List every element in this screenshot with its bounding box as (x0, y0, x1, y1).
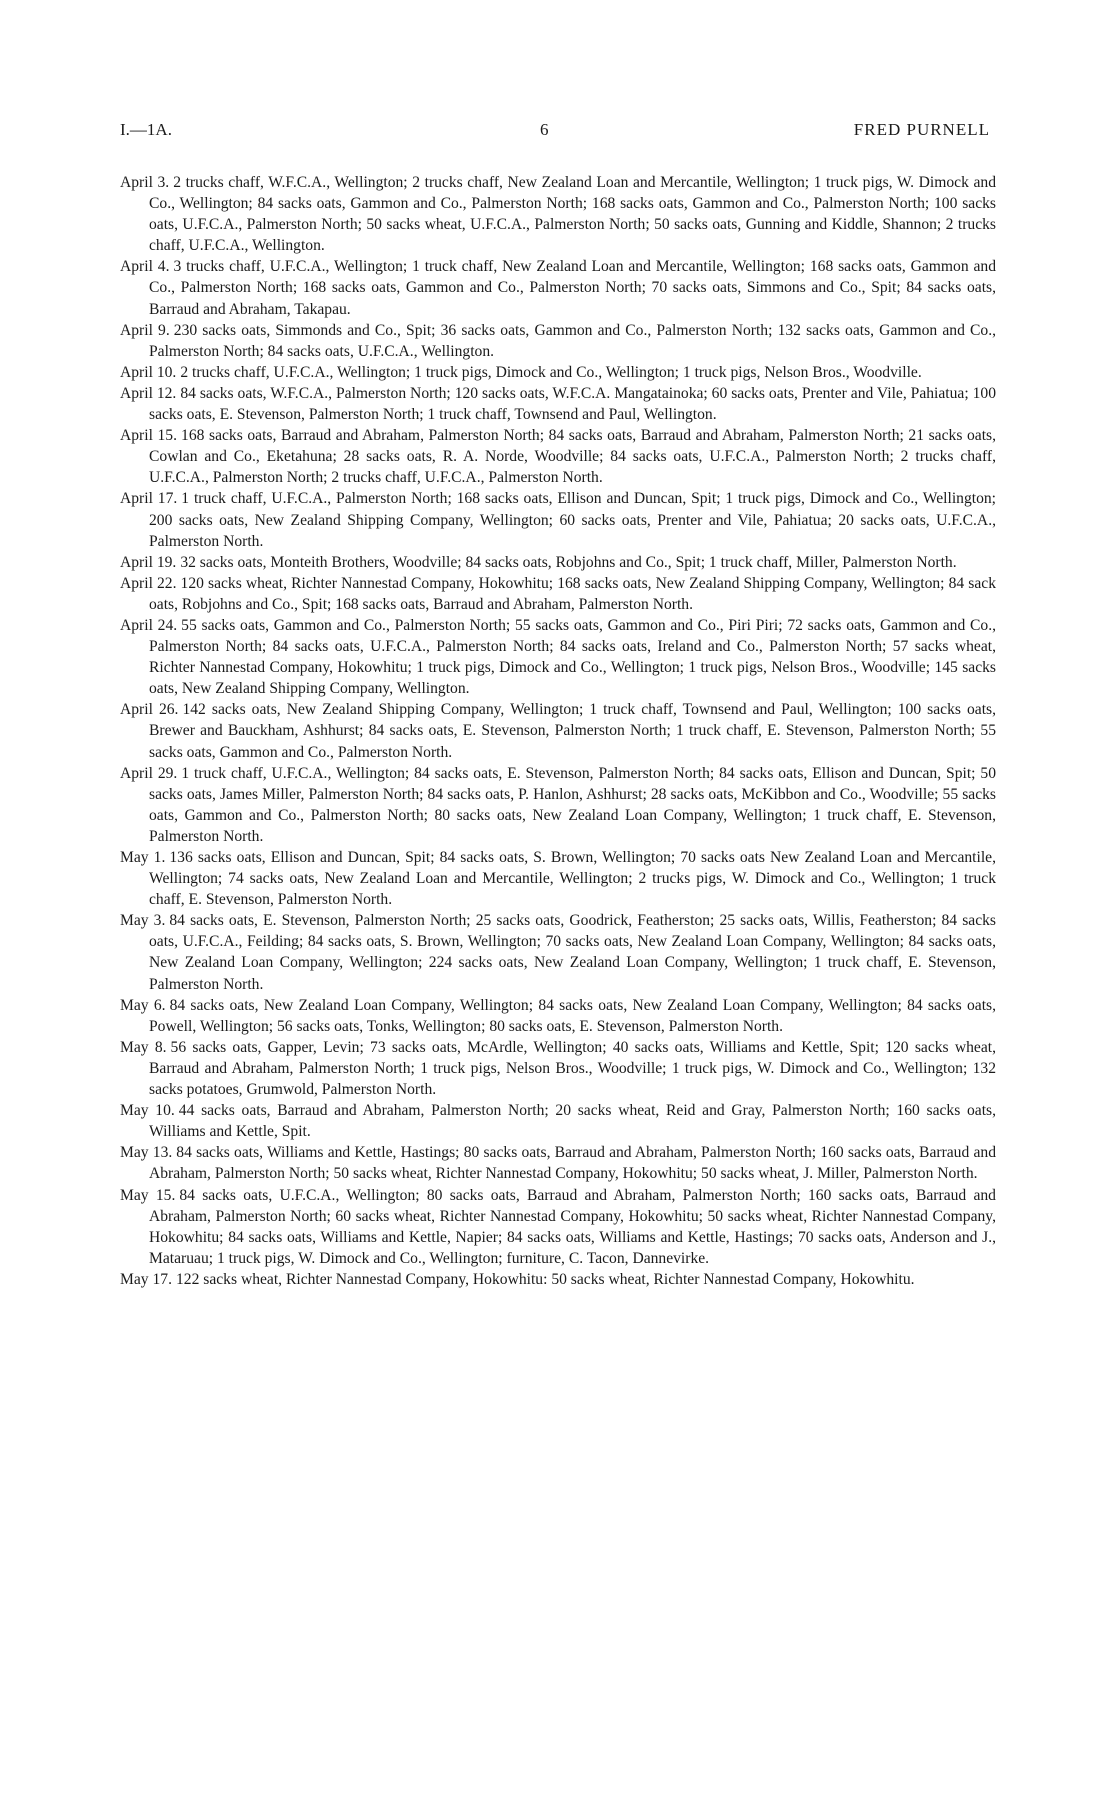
entry-date: April 4. (120, 258, 170, 276)
entry-paragraph (120, 573, 996, 615)
entry-paragraph (120, 763, 996, 847)
entry-paragraph (120, 362, 996, 383)
entry-text: 230 sacks oats, Simmonds and Co., Spit; 36 sacks oats, Gammon and Co., Palmerston North; 132 sacks oats, Gammon and Co., Palmerston North; 84 sacks oats, U.F.C.A., Wellington. (149, 321, 997, 360)
entry-paragraph (120, 552, 996, 573)
entry-paragraph (120, 615, 996, 699)
witness-name: FRED PURNELL (853, 120, 990, 139)
entry-text: 2 trucks chaff, U.F.C.A., Wellington; 1 truck pigs, Dimock and Co., Wellington; 1 truck pigs, Nelson Bros., Woodville. (180, 363, 922, 381)
entry-text: 84 sacks oats, Williams and Kettle, Hastings; 80 sacks oats, Barraud and Abraham, Palmerston North; 160 sacks oats, Barraud and Abraham, Palmerston North; 50 sacks wheat, Richter Nannestad Company, Hokowhitu; 50 sacks wheat, J. Miller, Palmerston North. (149, 1144, 996, 1183)
entry-paragraph (120, 699, 996, 762)
entry-paragraph (120, 1185, 996, 1269)
entry-text: 84 sacks oats, W.F.C.A., Palmerston North; 120 sacks oats, W.F.C.A. Mangatainoka; 60 sacks oats, Prenter and Vile, Pahiatua; 100 sacks oats, E. Stevenson, Palmerston North; 1 truck chaff, Townsend and Paul, Wellington. (149, 384, 996, 424)
entry-date: May 15. (120, 1186, 176, 1204)
entry-paragraph (120, 320, 996, 362)
entry-date: April 17. (120, 490, 178, 508)
entry-paragraph (120, 425, 996, 488)
entry-paragraph (120, 383, 996, 425)
entry-text: 55 sacks oats, Gammon and Co., Palmerston North; 55 sacks oats, Gammon and Co., Piri Piri; 72 sacks oats, Gammon and Co., Palmerston North; 84 sacks oats, U.F.C.A., Palmerston North; 84 sacks oats, Ireland and Co., Palmerston North; 57 sacks wheat, Richter Nannestad Company, Hokowhitu; 1 truck pigs, Dimock and Co., Wellington; 1 truck pigs, Nelson Bros., Woodville; 145 sacks oats, New Zealand Shipping Company, Wellington. (149, 616, 997, 698)
entry-date: April 9. (120, 321, 170, 339)
entry-text: 56 sacks oats, Gapper, Levin; 73 sacks oats, McArdle, Wellington; 40 sacks oats, Williams and Kettle, Spit; 120 sacks wheat, Barraud and Abraham, Palmerston North; 1 truck pigs, Nelson Bros., Woodville; 1 truck pigs, W. Dimock and Co., Wellington; 132 sacks potatoes, Grumwold, Palmerston North. (149, 1038, 996, 1099)
entry-text: 1 truck chaff, U.F.C.A., Wellington; 84 sacks oats, E. Stevenson, Palmerston North; 84 sacks oats, Ellison and Duncan, Spit; 50 sacks oats, James Miller, Palmerston North; 84 sacks oats, P. Hanlon, Ashhurst; 28 sacks oats, McKibbon and Co., Woodville; 55 sacks oats, Gammon and Co., Palmerston North; 80 sacks oats, New Zealand Loan Company, Wellington; 1 truck chaff, E. Stevenson, Palmerston North. (149, 764, 996, 845)
consignment-entries (120, 172, 996, 1290)
entry-date: May 17. (120, 1270, 172, 1288)
entry-text: 168 sacks oats, Barraud and Abraham, Palmerston North; 84 sacks oats, Barraud and Abraham, Palmerston North; 21 sacks oats, Cowlan and Co., Eketahuna; 28 sacks oats, R. A. Norde, Woodville; 84 sacks oats, U.F.C.A., Palmerston North; 2 trucks chaff, U.F.C.A., Palmerston North; 2 trucks chaff, U.F.C.A., Palmerston North. (149, 427, 996, 487)
entry-text: 120 sacks wheat, Richter Nannestad Company, Hokowhitu; 168 sacks oats, New Zealand Shipping Company, Wellington; 84 sack oats, Robjohns and Co., Spit; 168 sacks oats, Barraud and Abraham, Palmerston North. (149, 574, 996, 613)
entry-paragraph (120, 1142, 996, 1184)
entry-paragraph (120, 256, 996, 319)
entry-paragraph (120, 1037, 996, 1100)
entry-date: April 3. (120, 174, 170, 191)
entry-paragraph (120, 847, 996, 910)
entry-date: May 8. (120, 1038, 167, 1056)
entry-paragraph (120, 172, 996, 256)
entry-paragraph (120, 910, 996, 994)
entry-date: May 3. (120, 912, 166, 930)
document-reference: I.—1A. (120, 120, 172, 139)
entry-text: 2 trucks chaff, W.F.C.A., Wellington; 2 trucks chaff, New Zealand Loan and Mercantile, Wellington; 1 truck pigs, W. Dimock and Co., Wellington; 84 sacks oats, Gammon and Co., Palmerston North; 168 sacks oats, Gammon and Co., Palmerston North; 100 sacks oats, U.F.C.A., Palmerston North; 50 sacks wheat, U.F.C.A., Palmerston North; 50 sacks oats, Gunning and Kiddle, Shannon; 2 trucks chaff, U.F.C.A., Wellington. (149, 174, 996, 255)
entry-paragraph (120, 488, 996, 551)
entry-text: 136 sacks oats, Ellison and Duncan, Spit; 84 sacks oats, S. Brown, Wellington; 70 sacks oats New Zealand Loan and Mercantile, Wellington; 74 sacks oats, New Zealand Loan and Mercantile, Wellington; 2 trucks pigs, W. Dimock and Co., Wellington; 1 truck chaff, E. Stevenson, Palmerston North. (149, 849, 996, 909)
entry-date: April 10. (120, 363, 177, 381)
entry-text: 3 trucks chaff, U.F.C.A., Wellington; 1 truck chaff, New Zealand Loan and Mercantile, Wellington; 168 sacks oats, Gammon and Co., Palmerston North; 168 sacks oats, Gammon and Co., Palmerston North; 70 sacks oats, Simmons and Co., Spit; 84 sacks oats, Barraud and Abraham, Takapau. (149, 258, 996, 318)
entry-text: 142 sacks oats, New Zealand Shipping Company, Wellington; 1 truck chaff, Townsend and Paul, Wellington; 100 sacks oats, Brewer and Bauckham, Ashhurst; 84 sacks oats, E. Stevenson, Palmerston North; 1 truck chaff, E. Stevenson, Palmerston North; 55 sacks oats, Gammon and Co., Palmerston North. (149, 701, 996, 761)
entry-date: April 26. (120, 701, 179, 719)
entry-date: May 1. (120, 849, 166, 866)
entry-date: April 29. (120, 764, 178, 782)
entry-text: 84 sacks oats, U.F.C.A., Wellington; 80 sacks oats, Barraud and Abraham, Palmerston North; 160 sacks oats, Barraud and Abraham, Palmerston North; 60 sacks wheat, Richter Nannestad Company, Hokowhitu; 50 sacks wheat, Richter Nannestad Company, Hokowhitu; 84 sacks oats, Williams and Kettle, Napier; 84 sacks oats, Williams and Kettle, Hastings; 70 sacks oats, Anderson and J., Mataruau; 1 truck pigs, W. Dimock and Co., Wellington; furniture, C. Tacon, Dannevirke. (149, 1186, 996, 1267)
entry-paragraph (120, 1100, 996, 1142)
entry-date: May 13. (120, 1144, 173, 1162)
entry-paragraph (120, 1269, 996, 1290)
entry-text: 84 sacks oats, New Zealand Loan Company, Wellington; 84 sacks oats, New Zealand Loan Company, Wellington; 84 sacks oats, Powell, Wellington; 56 sacks oats, Tonks, Wellington; 80 sacks oats, E. Stevenson, Palmerston North. (149, 996, 996, 1035)
entry-date: May 10. (120, 1102, 175, 1120)
entry-date: April 15. (120, 427, 178, 445)
page-number: 6 (540, 120, 549, 139)
entry-date: April 22. (120, 574, 177, 592)
entry-date: May 6. (120, 996, 166, 1014)
entry-date: April 24. (120, 616, 178, 634)
entry-date: April 12. (120, 384, 177, 402)
entry-text: 84 sacks oats, E. Stevenson, Palmerston North; 25 sacks oats, Goodrick, Featherston; 25 sacks oats, Willis, Featherston; 84 sacks oats, U.F.C.A., Feilding; 84 sacks oats, S. Brown, Wellington; 70 sacks oats, New Zealand Loan Company, Wellington; 84 sacks oats, New Zealand Loan Company, Wellington; 224 sacks oats, New Zealand Loan Company, Wellington; 1 truck chaff, E. Stevenson, Palmerston North. (149, 912, 996, 993)
page-header (120, 120, 990, 146)
entry-text: 32 sacks oats, Monteith Brothers, Woodville; 84 sacks oats, Robjohns and Co., Spit; 1 truck chaff, Miller, Palmerston North. (180, 553, 957, 571)
entry-date: April 19. (120, 553, 177, 571)
entry-paragraph (120, 995, 996, 1037)
entry-text: 1 truck chaff, U.F.C.A., Palmerston North; 168 sacks oats, Ellison and Duncan, Spit; 1 truck pigs, Dimock and Co., Wellington; 200 sacks oats, New Zealand Shipping Company, Wellington; 60 sacks oats, Prenter and Vile, Pahiatua; 20 sacks oats, U.F.C.A., Palmerston North. (149, 490, 996, 550)
entry-text: 44 sacks oats, Barraud and Abraham, Palmerston North; 20 sacks wheat, Reid and Gray, Palmerston North; 160 sacks oats, Williams and Kettle, Spit. (149, 1102, 996, 1141)
entry-text: 122 sacks wheat, Richter Nannestad Company, Hokowhitu: 50 sacks wheat, Richter Nannestad Company, Hokowhitu. (175, 1270, 915, 1288)
